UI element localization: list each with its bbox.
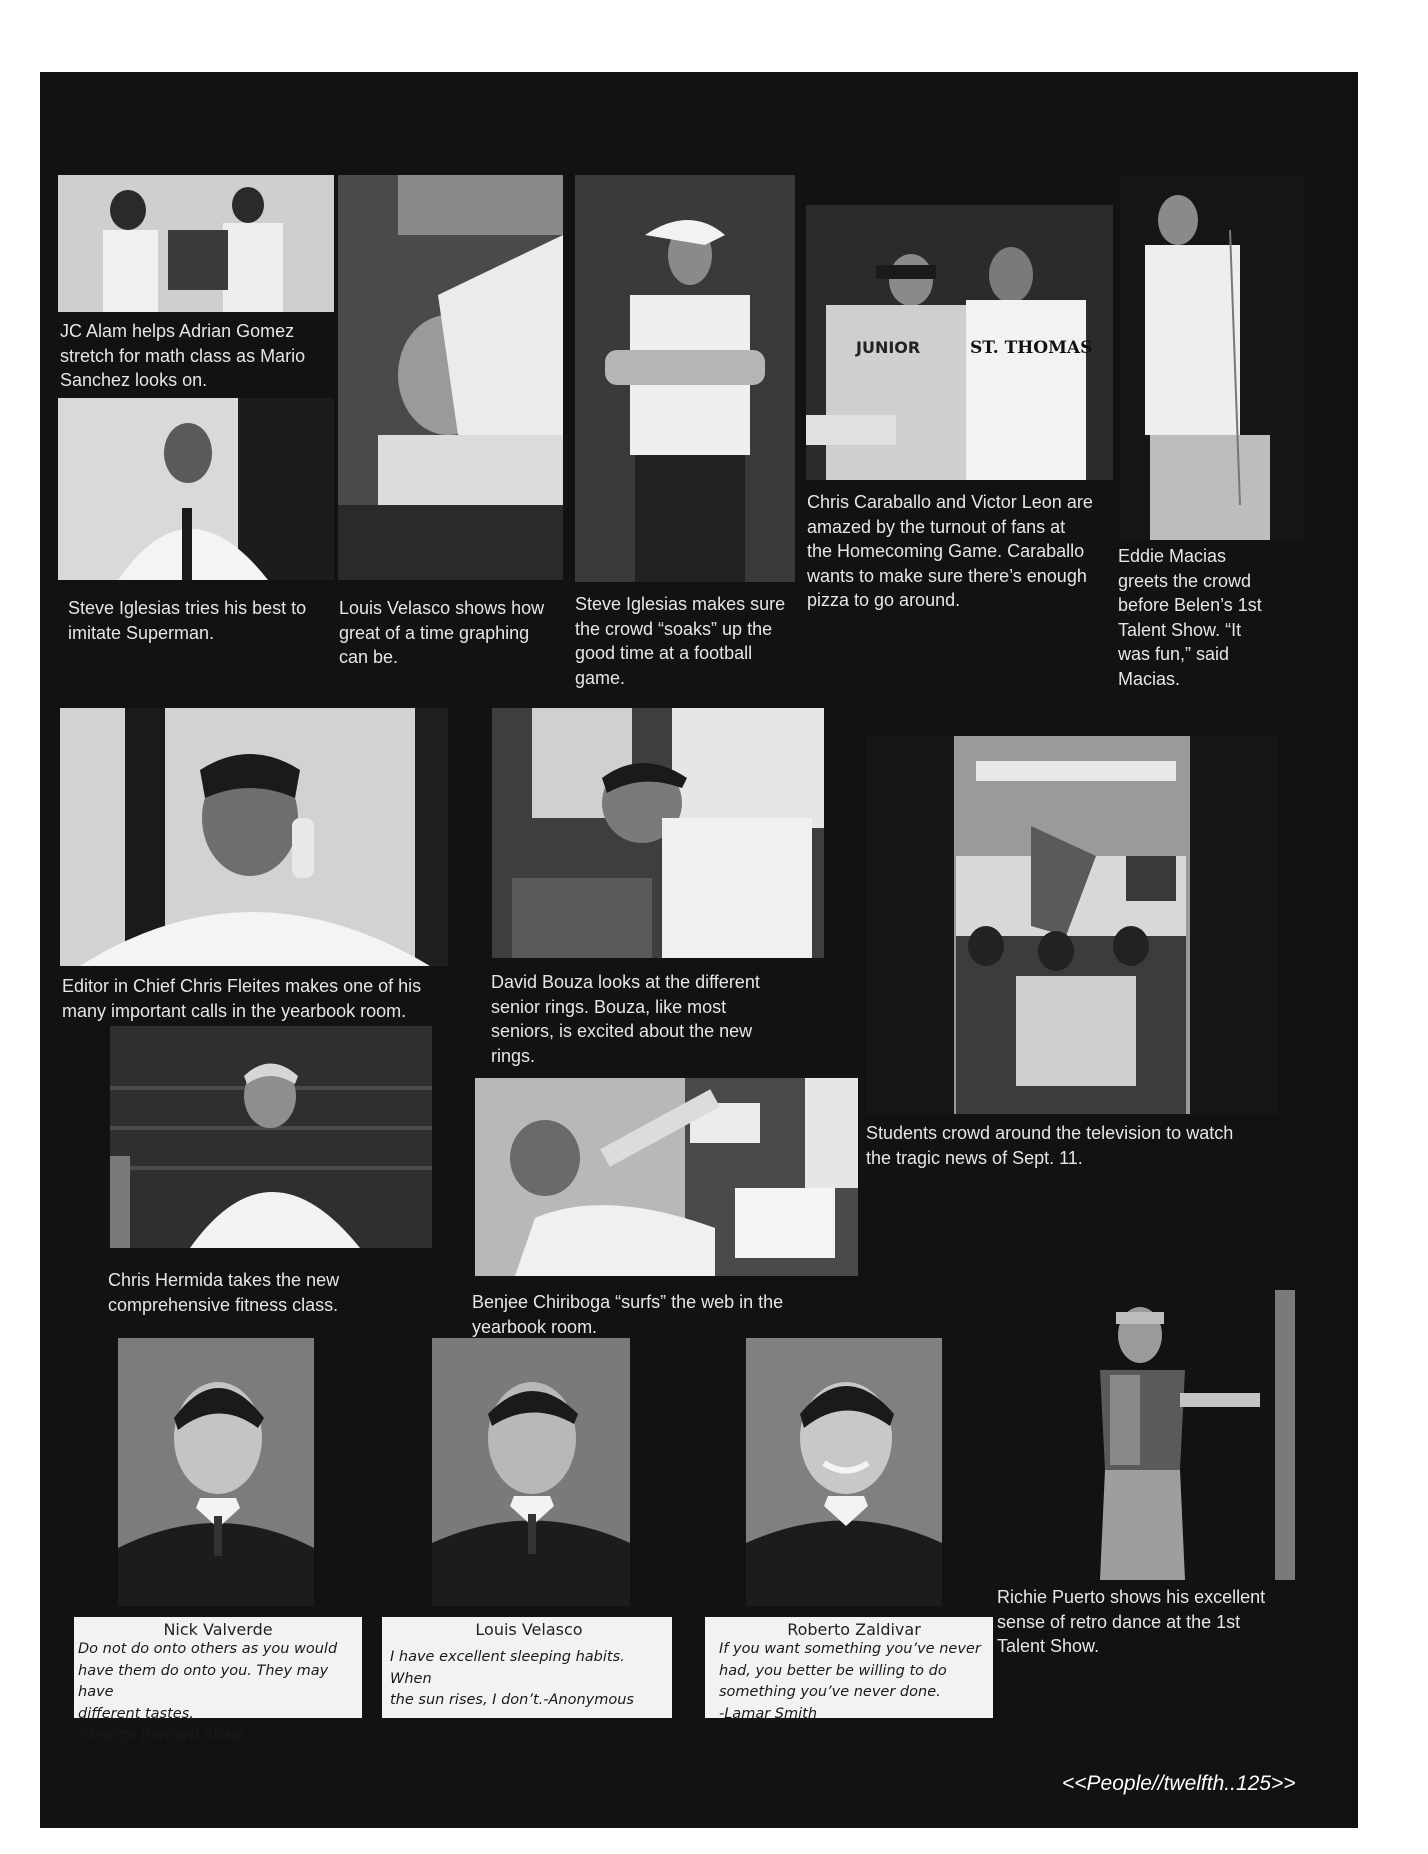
- senior-name: Roberto Zaldivar: [787, 1620, 921, 1639]
- senior-name: Nick Valverde: [163, 1620, 273, 1639]
- senior-quote-author: -Lamar Smith: [719, 1705, 818, 1722]
- senior-quote-line: had, you better be willing to do: [719, 1662, 947, 1679]
- caption-jc-alam: JC Alam helps Adrian Gomez stretch for math class as Mario Sanchez looks on.: [60, 321, 306, 390]
- caption-fleites: Editor in Chief Chris Fleites makes one of his many important calls in the yearbook room.: [62, 976, 422, 1021]
- page-folio: <<People//twelfth..125>>: [1062, 1772, 1296, 1795]
- senior-quote-line: I have excellent sleeping habits. When: [390, 1649, 625, 1687]
- senior-quote-line: different tastes.: [78, 1705, 194, 1722]
- photo-chris-hermida: [110, 1026, 432, 1248]
- senior-quote-line: If you want something you’ve never: [719, 1641, 981, 1657]
- caption-benjee: Benjee Chiriboga “surfs” the web in the yearbook room.: [472, 1292, 784, 1337]
- shirt-text-junior: JUNIOR: [856, 338, 921, 357]
- photo-eddie-macias: [1120, 175, 1305, 540]
- caption-richie: Richie Puerto shows his excellent sense of retro dance at the 1st Talent Show.: [997, 1587, 1266, 1656]
- photo-david-bouza: [492, 708, 824, 958]
- senior-quote-author: -George Bernard Shaw: [78, 1727, 243, 1743]
- photo-louis-graphing: [338, 175, 563, 580]
- photo-students-tv: [866, 736, 1278, 1114]
- senior-quote-nick-valverde: [74, 1617, 362, 1743]
- photo-louis-velasco-portrait: [432, 1338, 630, 1606]
- senior-quote-line: have them do onto you. They may have: [78, 1662, 329, 1700]
- photo-benjee-chiriboga: [475, 1078, 858, 1276]
- caption-bouza: David Bouza looks at the different senior rings. Bouza, like most seniors, is excited about the new rings.: [491, 972, 760, 1066]
- photo-jc-alam-stretch: [58, 175, 334, 312]
- caption-steve-soaks: Steve Iglesias makes sure the crowd “soaks” up the good time at a football game.: [575, 594, 786, 688]
- caption-louis-graphing: Louis Velasco shows how great of a time graphing can be.: [339, 598, 545, 667]
- senior-quote-louis-velasco: [382, 1617, 672, 1718]
- caption-students-tv: Students crowd around the television to watch the tragic news of Sept. 11.: [866, 1123, 1234, 1168]
- caption-hermida: Chris Hermida takes the new comprehensive fitness class.: [108, 1270, 340, 1315]
- photo-steve-watergun: [575, 175, 795, 582]
- caption-eddie: Eddie Macias greets the crowd before Belen’s 1st Talent Show. “It was fun,” said Macias.: [1118, 546, 1262, 689]
- senior-quote-roberto-zaldivar: [705, 1617, 993, 1722]
- senior-name: Louis Velasco: [475, 1620, 583, 1639]
- photo-nick-valverde-portrait: [118, 1338, 314, 1606]
- photo-caraballo-leon: [806, 205, 1113, 480]
- senior-quote-line: Do not do onto others as you would: [78, 1641, 338, 1657]
- shirt-text-st-thomas: ST. THOMAS: [970, 338, 1093, 358]
- caption-steve-superman: Steve Iglesias tries his best to imitate Superman.: [68, 598, 307, 643]
- senior-quote-line: something you’ve never done.: [719, 1684, 941, 1700]
- photo-steve-superman: [58, 398, 334, 580]
- caption-caraballo: Chris Caraballo and Victor Leon are amazed by the turnout of fans at the Homecoming Game. Caraballo wants to make sure there’s enough pizza to go around.: [807, 492, 1093, 610]
- senior-quote-line: the sun rises, I don’t.-Anonymous: [390, 1692, 634, 1708]
- photo-chris-fleites: [60, 708, 448, 966]
- photo-roberto-zaldivar-portrait: [746, 1338, 942, 1606]
- photo-richie-puerto: [1050, 1290, 1295, 1580]
